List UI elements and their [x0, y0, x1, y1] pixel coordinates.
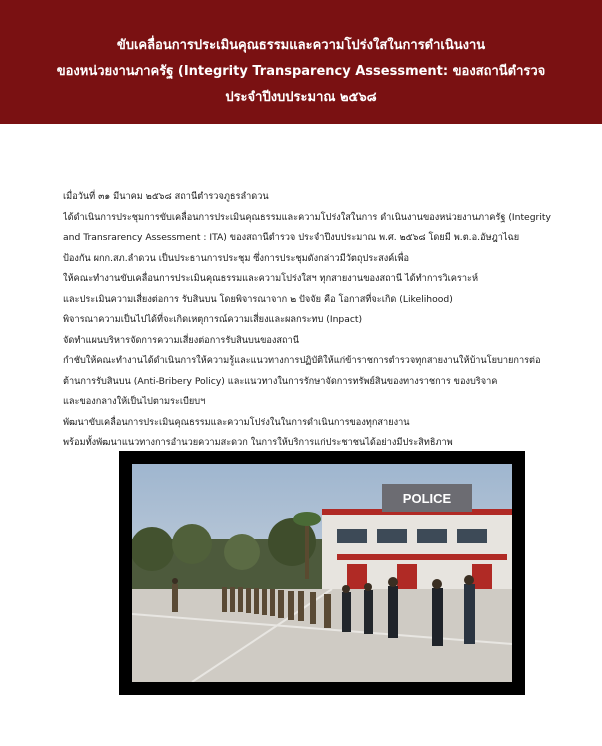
- paragraph-line: จัดทำแผนบริหารจัดการความเสี่ยงต่อการรับสินบนของสถานี: [63, 334, 300, 346]
- article-body: [63, 187, 583, 454]
- window: [377, 529, 407, 543]
- balcony-trim: [337, 554, 507, 560]
- palm-crown: [293, 512, 321, 526]
- header-banner: [0, 0, 602, 124]
- palm-trunk: [305, 519, 309, 579]
- paragraph-line: พิจารณาความเป็นไปได้ที่จะเกิดเหตุการณ์ความเสี่ยงและผลกระทบ (Inpact): [63, 314, 363, 325]
- police-station-photo: [132, 464, 512, 682]
- paragraph-line: and Transrarency Assessment : ITA) ของสถานีตำรวจ ประจำปีงบประมาณ พ.ศ. ๒๕๖๘ โดยมี พ.ต.อ.อัษฎาไฉย: [63, 232, 520, 243]
- paragraph-line: กำชับให้คณะทำงานได้ดำเนินการให้ความรู้และแนวทางการปฏิบัติให้แก่ข้าราชการตำรวจทุกสายงานให้บ้านโยบายการต่อ: [63, 355, 541, 366]
- tree: [224, 534, 260, 570]
- paragraph-line: และของกลางให้เป็นไปตามระเบียบฯ: [63, 396, 206, 407]
- courtyard: [132, 589, 512, 682]
- tree: [172, 524, 212, 564]
- police-sign-text: POLICE: [402, 491, 452, 506]
- paragraph-line: ได้ดำเนินการประชุมการขับเคลื่อนการประเมินคุณธรรมและความโปร่งใสในการ ดำเนินงานของหน่วยงานภาครัฐ (Integrity: [63, 211, 551, 223]
- paragraph-line: ต้านการรับสินบน (Anti-Bribery Policy) และแนวทางในการรักษาจัดการทรัพย์สินของทางราชการ ของบริจาค: [63, 375, 498, 387]
- paragraph-line: ป้องกัน ผกก.สภ.ลำดวน เป็นประธานการประชุม ซึ่งการประชุมดังกล่าวมีวัตถุประสงค์เพื่อ: [63, 252, 410, 264]
- window: [337, 529, 367, 543]
- paragraph-line: พร้อมทั้งพัฒนาแนวทางการอำนวยความสะดวก ในการให้บริการแก่ประชาชนได้อย่างมีประสิทธิภาพ: [63, 437, 453, 448]
- banner-title-line-2: ของหน่วยงานภาครัฐ (Integrity Transparency Assessment: ของสถานีตำรวจ: [56, 64, 546, 79]
- window: [457, 529, 487, 543]
- photo-frame: [119, 451, 525, 695]
- tree: [132, 527, 174, 571]
- paragraph-line: พัฒนาขับเคลื่อนการประเมินคุณธรรมและความโปร่งในในการดำเนินการของทุกสายงาน: [63, 416, 410, 428]
- paragraph-line: เมื่อวันที่ ๓๑ มีนาคม ๒๕๖๘ สถานีตำรวจภูธรลำดวน: [63, 191, 269, 202]
- banner-title-line-3: ประจำปีงบประมาณ ๒๕๖๘: [225, 90, 377, 105]
- photo-illustration: [132, 464, 512, 682]
- window: [417, 529, 447, 543]
- banner-title-line-1: ขับเคลื่อนการประเมินคุณธรรมและความโปร่งใสในการดำเนินงาน: [116, 38, 486, 53]
- paragraph-line: ให้คณะทำงานขับเคลื่อนการประเมินคุณธรรมและความโปร่งใสฯ ทุกสายงานของสถานี ได้ทำการวิเคราะห์: [63, 273, 479, 284]
- paragraph-line: และประเมินความเสี่ยงต่อการ รับสินบน โดยพิจารณาจาก ๒ ปัจจัย คือ โอกาสที่จะเกิด (Likelihood): [63, 293, 453, 305]
